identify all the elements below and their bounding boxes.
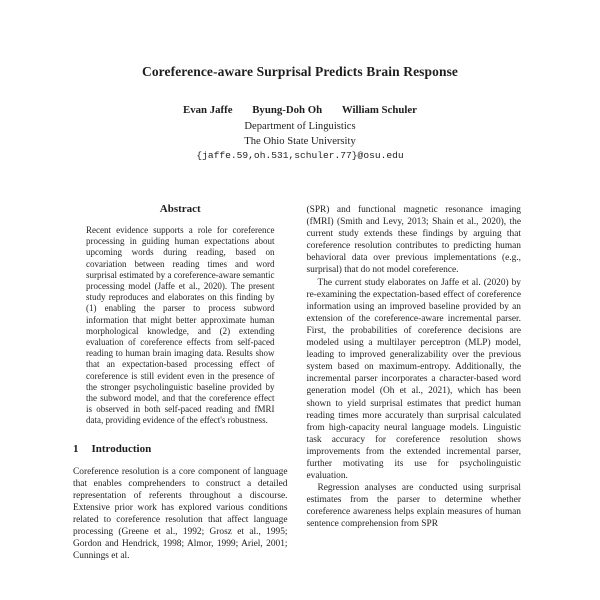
paper-title: Coreference-aware Surprisal Predicts Brain Response [141, 64, 459, 79]
section-heading-introduction [73, 443, 288, 455]
abstract-heading: Abstract [159, 203, 201, 215]
affiliation-university: The Ohio State University [244, 135, 356, 147]
section-number: 1 [73, 442, 79, 455]
affiliation-department: Department of Linguistics [244, 121, 356, 132]
introduction-paragraph: Coreference resolution is a core component of language that enables comprehenders to construct a detailed representation of referents throughout a discourse. Extensive prior work has explored various conditions related to coreference resolution that affect language processing (Greene et al., 1992; Grosz et al., 1995; Gordon and Hendrick, 1998; Almor, 1999; Ariel, 2001; Cunnings et al. [73, 466, 288, 562]
author-name: Byung-Doh Oh [252, 104, 323, 116]
right-column [307, 201, 522, 562]
abstract-text: Recent evidence supports a role for coreference processing in guiding human expectations about upcoming words during reading, based on covariation between reading times and word surprisal estimated by a coreference-aware semantic processing model (Jaffe et al., 2020). The present study reproduces and elaborates on this finding by (1) enabling the parser to process subword information that might better approximate human morphological knowledge, and (2) extending evaluation of coreference effects from self-paced reading to human brain imaging data. Results show that an expectation-based processing effect of coreference is still evident even in the presence of the stronger psycholinguistic baseline provided by the subword model, and that the coreference effect is observed in both self-paced reading and fMRI data, providing evidence of the effect's robustness. [86, 225, 275, 426]
author-name: Evan Jaffe [183, 104, 233, 116]
section-title: Introduction [91, 442, 152, 455]
author-emails: {jaffe.59,oh.531,schuler.77}@osu.edu [196, 150, 404, 161]
two-column-body [73, 201, 521, 562]
author-name: William Schuler [341, 104, 417, 116]
left-column [73, 201, 288, 562]
author-line [0, 104, 600, 116]
body-paragraph: Regression analyses are conducted using surprisal estimates from the parser to determine whether coreference awareness helps explain measures of human sentence comprehension from SPR [306, 483, 521, 530]
body-paragraph: The current study elaborates on Jaffe et al. (2020) by re-examining the expectation-based effect of coreference information using an improved baseline provided by an extension of the coreference-aware incremental parser. First, the probabilities of coreference decisions are modeled using a multilayer perceptron (MLP) model, leading to improved generalizability over the previous system based on maximum-entropy. Additionally, the incremental parser incorporates a character-based word generation model (Oh et al., 2021), which has been shown to yield surprisal estimates that predict human reading times more accurately than surprisal calculated from high-capacity neural language models. Linguistic task accuracy for coreference resolution shows improvements from the extended incremental parser, further motivating its use for psycholinguistic evaluation. [306, 277, 521, 482]
body-paragraph: (SPR) and functional magnetic resonance imaging (fMRI) (Smith and Levy, 2013; Shain et al., 2020), the current study extends these findings by arguing that coreference resolution contributes to predicting human behavioral data over previous implementations (e.g., surprisal) that do not model coreference. [306, 205, 521, 276]
